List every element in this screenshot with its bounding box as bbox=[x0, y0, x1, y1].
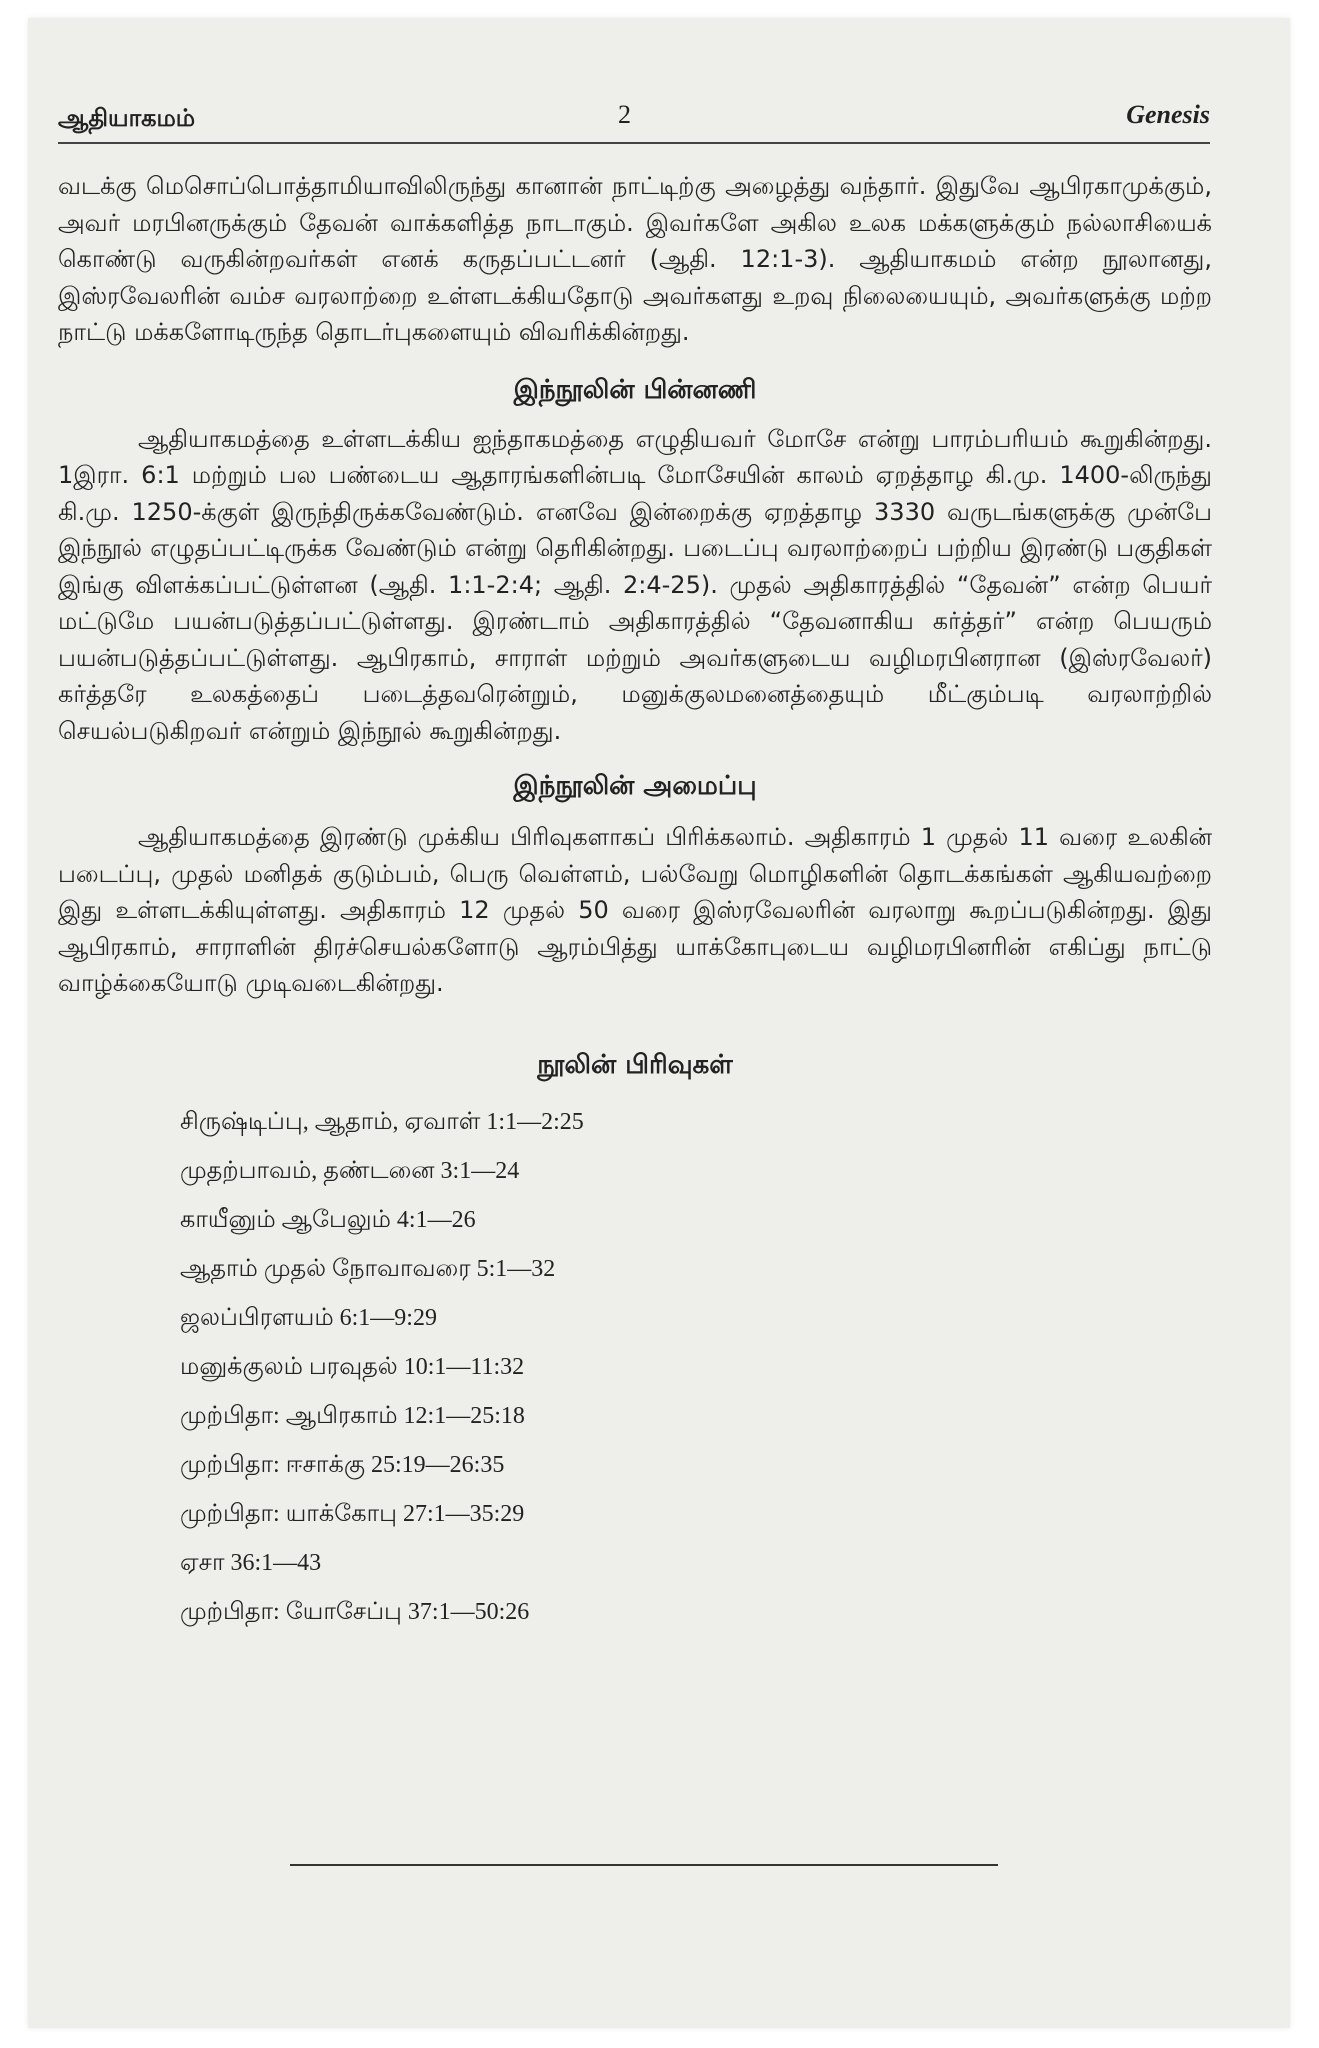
divisions-list bbox=[58, 1098, 1212, 1637]
division-item: முற்பிதா: ஈசாக்கு 25:19—26:35 bbox=[180, 1451, 505, 1478]
division-item: ஜலப்பிரளயம் 6:1—9:29 bbox=[180, 1304, 437, 1331]
divisions-heading: நூலின் பிரிவுகள் bbox=[537, 1049, 733, 1080]
page-header bbox=[58, 96, 1210, 144]
division-item: சிருஷ்டிப்பு, ஆதாம், ஏவாள் 1:1—2:25 bbox=[180, 1108, 584, 1135]
structure-paragraph: ஆதியாகமத்தை இரண்டு முக்கிய பிரிவுகளாகப் பிரிக்கலாம். அதிகாரம் 1 முதல் 11 வரை உலகின் படைப்பு, முதல் மனிதக் குடும்பம், பெரு வெள்ளம், பல்வேறு மொழிகளின் தொடக்கங்கள் ஆகியவற்றை இது உள்ளடக்கியுள்ளது. அதிகாரம் 12 முதல் 50 வரை இஸ்ரவேலரின் வரலாறு கூறப்படுகின்றது. இது ஆபிரகாம், சாராளின் திரச்செயல்களோடு ஆரம்பித்து யாக்கோபுடைய வழிமரபினரின் எகிப்து நாட்டு வாழ்க்கையோடு முடிவடைகின்றது. bbox=[58, 823, 1213, 997]
division-item: முற்பிதா: யாக்கோபு 27:1—35:29 bbox=[180, 1500, 525, 1527]
page-number: 2 bbox=[618, 100, 631, 129]
division-item: முற்பிதா: யோசேப்பு 37:1—50:26 bbox=[180, 1598, 530, 1625]
header-book-title-tamil: ஆதியாகமம் bbox=[58, 106, 196, 132]
background-paragraph: ஆதியாகமத்தை உள்ளடக்கிய ஐந்தாகமத்தை எழுதியவர் மோசே என்று பாரம்பரியம் கூறுகின்றது. 1இரா. 6:1 மற்றும் பல பண்டைய ஆதாரங்களின்படி மோசேயின் காலம் ஏறத்தாழ கி.மு. 1400-லிருந்து கி.மு. 1250-க்குள் இருந்திருக்கவேண்டும். எனவே இன்றைக்கு ஏறத்தாழ 3330 வருடங்களுக்கு முன்பே இந்நூல் எழுதப்பட்டிருக்க வேண்டும் என்று தெரிகின்றது. படைப்பு வரலாற்றைப் பற்றிய இரண்டு பகுதிகள் இங்கு விளக்கப்பட்டுள்ளன (ஆதி. 1:1-2:4; ஆதி. 2:4-25). முதல் அதிகாரத்தில் “தேவன்” என்ற பெயர் மட்டுமே பயன்படுத்தப்பட்டுள்ளது. இரண்டாம் அதிகாரத்தில் “தேவனாகிய கர்த்தர்” என்ற பெயரும் பயன்படுத்தப்பட்டுள்ளது. ஆபிரகாம், சாராள் மற்றும் அவர்களுடைய வழிமரபினரான (இஸ்ரவேலர்) கர்த்தரே உலகத்தைப் படைத்தவரென்றும், மனுக்குலமனைத்தையும் மீட்கும்படி வரலாற்றில் செயல்படுகிறவர் என்றும் இந்நூல் கூறுகின்றது. bbox=[58, 424, 1213, 745]
footer-divider bbox=[290, 1864, 998, 1866]
division-item: முதற்பாவம், தண்டனை 3:1—24 bbox=[180, 1157, 520, 1184]
background-heading: இந்நூலின் பின்னணி bbox=[513, 374, 757, 405]
page-body bbox=[58, 168, 1212, 1637]
structure-heading: இந்நூலின் அமைப்பு bbox=[513, 771, 757, 801]
division-item: முற்பிதா: ஆபிரகாம் 12:1—25:18 bbox=[180, 1402, 525, 1429]
division-item: மனுக்குலம் பரவுதல் 10:1—11:32 bbox=[180, 1353, 525, 1380]
intro-paragraph: வடக்கு மெசொப்பொத்தாமியாவிலிருந்து கானான் நாட்டிற்கு அழைத்து வந்தார். இதுவே ஆபிரகாமுக்கும், அவர் மரபினருக்கும் தேவன் வாக்களித்த நாடாகும். இவர்களே அகில உலக மக்களுக்கும் நல்லாசியைக் கொண்டு வருகின்றவர்கள் எனக் கருதப்பட்டனர் (ஆதி. 12:1-3). ஆதியாகமம் என்ற நூலானது, இஸ்ரவேலரின் வம்ச வரலாற்றை உள்ளடக்கியதோடு அவர்களது உறவு நிலையையும், அவர்களுக்கு மற்ற நாட்டு மக்களோடிருந்த தொடர்புகளையும் விவரிக்கின்றது. bbox=[58, 172, 1212, 346]
division-item: ஆதாம் முதல் நோவாவரை 5:1—32 bbox=[180, 1255, 556, 1282]
division-item: ஏசா 36:1—43 bbox=[180, 1549, 322, 1576]
division-item: காயீனும் ஆபேலும் 4:1—26 bbox=[180, 1206, 476, 1233]
header-book-title-english: Genesis bbox=[1126, 100, 1210, 129]
